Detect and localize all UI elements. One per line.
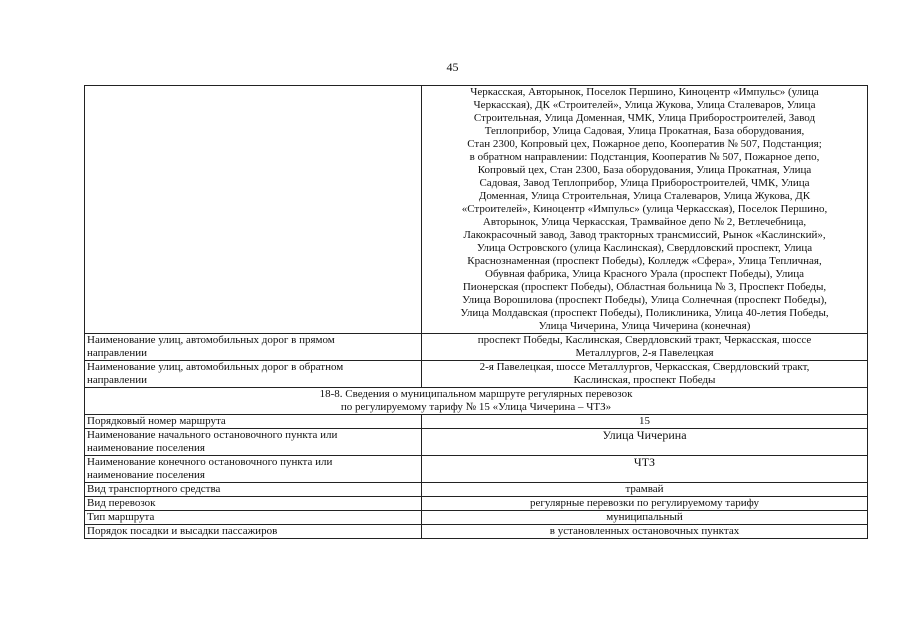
start-stop-label: Наименование начального остановочного пункта или наименование поселения bbox=[85, 429, 422, 456]
streets-backward-value: 2-я Павелецкая, шоссе Металлургов, Черкасская, Свердловский тракт, Каслинская, проспект Победы bbox=[422, 361, 868, 388]
table-row bbox=[85, 334, 868, 361]
end-stop-value: ЧТЗ bbox=[422, 456, 868, 483]
boarding-order-label: Порядок посадки и высадки пассажиров bbox=[85, 525, 422, 539]
page-number: 45 bbox=[446, 60, 459, 74]
vehicle-type-value: трамвай bbox=[422, 483, 868, 497]
streets-backward-label: Наименование улиц, автомобильных дорог в обратном направлении bbox=[85, 361, 422, 388]
table-row bbox=[85, 415, 868, 429]
table-row bbox=[85, 497, 868, 511]
streets-forward-value: проспект Победы, Каслинская, Свердловский тракт, Черкасская, шоссе Металлургов, 2-я Павелецкая bbox=[422, 334, 868, 361]
table-row bbox=[85, 456, 868, 483]
start-stop-value: Улица Чичерина bbox=[422, 429, 868, 456]
route-number-label: Порядковый номер маршрута bbox=[85, 415, 422, 429]
route-number-value: 15 bbox=[422, 415, 868, 429]
table-row bbox=[85, 361, 868, 388]
transport-kind-value: регулярные перевозки по регулируемому тарифу bbox=[422, 497, 868, 511]
table-row bbox=[85, 483, 868, 497]
table-row bbox=[85, 86, 868, 334]
route-type-label: Тип маршрута bbox=[85, 511, 422, 525]
streets-forward-label: Наименование улиц, автомобильных дорог в прямом направлении bbox=[85, 334, 422, 361]
empty-label-cell bbox=[85, 86, 422, 334]
section-row bbox=[85, 388, 868, 415]
vehicle-type-label: Вид транспортного средства bbox=[85, 483, 422, 497]
table-row bbox=[85, 511, 868, 525]
boarding-order-value: в установленных остановочных пунктах bbox=[422, 525, 868, 539]
section-header: 18-8. Сведения о муниципальном маршруте регулярных перевозок по регулируемому тарифу № 15 «Улица Чичерина – ЧТЗ» bbox=[85, 388, 868, 415]
route-table bbox=[84, 85, 868, 539]
route-stops-continuation: Черкасская, Авторынок, Поселок Першино, Киноцентр «Импульс» (улица Черкасская), ДК «Строителей», Улица Жукова, Улица Сталеваров, Улица Строительная, Улица Доменная, ЧМК, Улица Приборостроителей, Завод Теплоприбор, Улица Садовая, Улица Прокатная, База оборудования, Стан 2300, Копровый цех, Пожарное депо, Кооператив № 507, Подстанция; в обратном направлении: Подстанция, Кооператив № 507, Пожарное депо, Копровый цех, Стан 2300, База оборудования, Улица Прокатная, Улица Садовая, Завод Теплоприбор, Улица Приборостроителей, ЧМК, Улица Доменная, Улица Строительная, Улица Сталеваров, Улица Жукова, ДК «Строителей», Киноцентр «Импульс» (улица Черкасская), Поселок Першино, Авторынок, Улица Черкасская, Трамвайное депо № 2, Ветлечебница, Лакокрасочный завод, Завод тракторных трансмиссий, Рынок «Каслинский», Улица Островского (улица Каслинская), Свердловский проспект, Улица Краснознаменная (проспект Победы), Колледж «Сфера», Улица Тепличная, Обувная фабрика, Улица Красного Урала (проспект Победы), Улица Пионерская (проспект Победы), Областная больница № 3, Проспект Победы, Улица Ворошилова (проспект Победы), Улица Солнечная (проспект Победы), Улица Молдавская (проспект Победы), Поликлиника, Улица 40-летия Победы, Улица Чичерина, Улица Чичерина (конечная) bbox=[422, 86, 868, 334]
table-row bbox=[85, 429, 868, 456]
end-stop-label: Наименование конечного остановочного пункта или наименование поселения bbox=[85, 456, 422, 483]
route-type-value: муниципальный bbox=[422, 511, 868, 525]
transport-kind-label: Вид перевозок bbox=[85, 497, 422, 511]
table-row bbox=[85, 525, 868, 539]
